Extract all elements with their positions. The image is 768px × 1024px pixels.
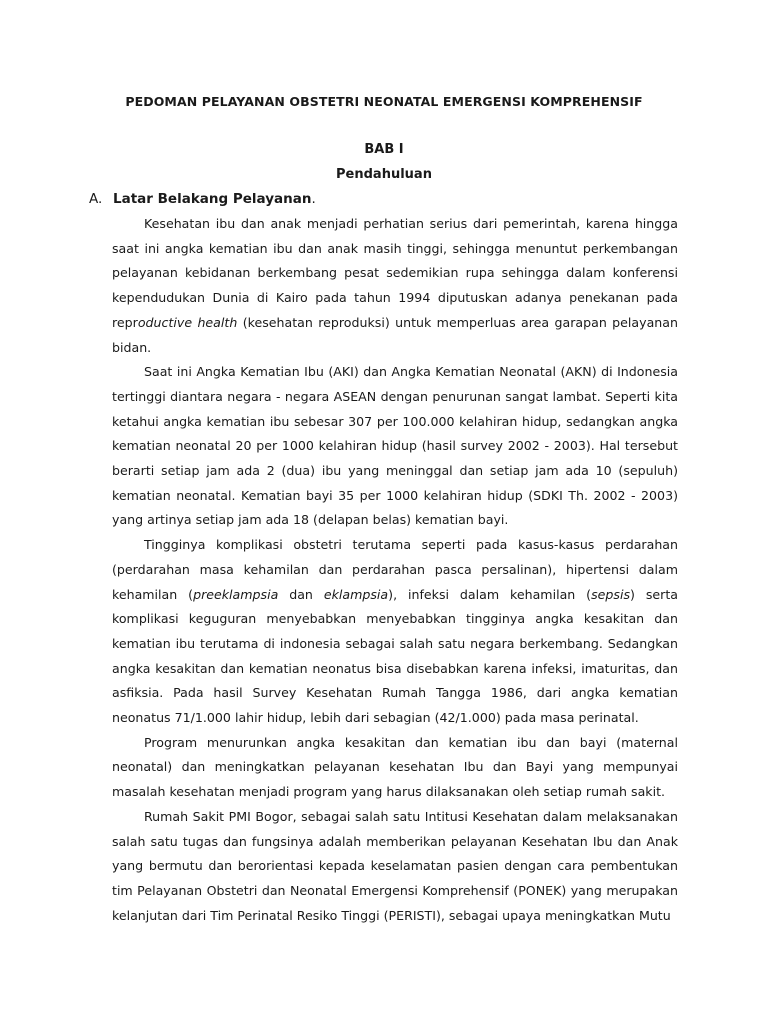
paragraph-3-text: Tingginya komplikasi obstetri terutama seperti pada kasus-kasus perdarahan (perdarahan masa kehamilan dan perdarahan pasca persalinan), hipertensi dalam kehamilan (	[112, 537, 678, 602]
paragraph-3-text-end: ) serta komplikasi keguguran menyebabkan menyebabkan tingginya angka kesakitan dan kematian ibu terutama di indonesia sebagai salah satu negara berkembang. Sedangkan angka kesakitan dan kematian neonatus bisa disebabkan karena infeksi, imaturitas, dan asfiksia. Pada hasil Survey Kesehatan Rumah Tangga 1986, dari angka kematian neonatus 71/1.000 lahir hidup, lebih dari sebagian (42/1.000) pada masa perinatal.	[112, 586, 679, 726]
section-heading	[89, 191, 316, 207]
section-number: A.	[89, 191, 103, 207]
italic-term-sepsis: sepsis	[591, 586, 631, 602]
paragraph-1-text: Kesehatan ibu dan anak menjadi perhatian serius dari pemerintah, karena hingga saat ini angka kematian ibu dan anak masih tinggi, sehingga menuntut perkembangan pelayanan kebidanan berkembang pesat sedemikian rupa sehingga dalam konferensi kependudukan Dunia di Kairo pada tahun 1994 diputuskan adanya penekanan pada repr	[112, 216, 678, 330]
italic-term-preeklampsia: preeklampsia	[193, 586, 279, 602]
chapter-number: BAB I	[364, 142, 404, 157]
section-heading-text: Latar Belakang Pelayanan	[113, 191, 312, 207]
paragraph-1-text-end: (kesehatan reproduksi) untuk memperluas area garapan pelayanan bidan.	[112, 314, 678, 355]
italic-term-reproductive-health: oductive health	[137, 314, 238, 330]
italic-term-eklampsia: eklampsia	[323, 586, 389, 602]
document-body	[112, 212, 678, 928]
paragraph-3-text-b: dan	[278, 586, 324, 602]
document-title: PEDOMAN PELAYANAN OBSTETRI NEONATAL EMERGENSI KOMPREHENSIF	[125, 94, 643, 109]
paragraph-2: Saat ini Angka Kematian Ibu (AKI) dan Angka Kematian Neonatal (AKN) di Indonesia tertinggi diantara negara - negara ASEAN dengan penurunan sangat lambat. Seperti kita ketahui angka kematian ibu sebesar 307 per 100.000 kelahiran hidup, sedangkan angka kematian neonatal 20 per 1000 kelahiran hidup (hasil survey 2002 - 2003). Hal tersebut berarti setiap jam ada 2 (dua) ibu yang meninggal dan setiap jam ada 10 (sepuluh) kematian neonatal. Kematian bayi 35 per 1000 kelahiran hidup (SDKI Th. 2002 - 2003) yang artinya setiap jam ada 18 (delapan belas) kematian bayi.	[112, 364, 678, 528]
chapter-title: Pendahuluan	[336, 167, 432, 182]
paragraph-3-text-c: ), infeksi dalam kehamilan (	[388, 586, 592, 602]
section-heading-period: .	[311, 191, 316, 207]
paragraph-5: Rumah Sakit PMI Bogor, sebagai salah satu Intitusi Kesehatan dalam melaksanakan salah satu tugas dan fungsinya adalah memberikan pelayanan Kesehatan Ibu dan Anak yang bermutu dan berorientasi kepada keselamatan pasien dengan cara pembentukan tim Pelayanan Obstetri dan Neonatal Emergensi Komprehensif (PONEK) yang merupakan kelanjutan dari Tim Perinatal Resiko Tinggi (PERISTI), sebagai upaya meningkatkan Mutu	[112, 808, 678, 923]
paragraph-3	[112, 533, 678, 731]
paragraph-1	[112, 212, 678, 360]
paragraph-4: Program menurunkan angka kesakitan dan kematian ibu dan bayi (maternal neonatal) dan meningkatkan pelayanan kesehatan Ibu dan Bayi yang mempunyai masalah kesehatan menjadi program yang harus dilaksanakan oleh setiap rumah sakit.	[112, 734, 678, 800]
